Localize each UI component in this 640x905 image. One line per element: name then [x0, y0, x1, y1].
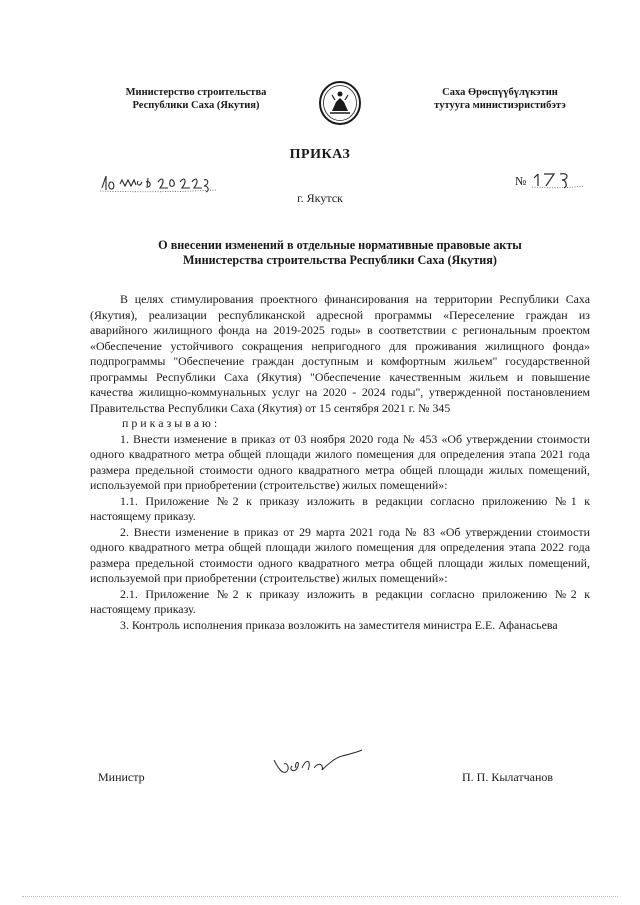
ministry-name-line1: Министерство строительства [125, 87, 267, 98]
order-word: приказываю: [122, 416, 221, 430]
city-label: г. Якутск [297, 191, 343, 205]
document-title [100, 238, 580, 268]
item-1-paragraph: 1. Внести изменение в приказ от 03 ноября 2020 года № 453 «Об утверждении стоимости одного квадратного метра общей площади жилого помещения для определения этапа 2021 года размера предельной стоимости одного квадратного метра общей площади жилых помещений, используемой при приобретении (строительстве) жилых помещений»: [90, 431, 590, 492]
signatory-position: Министр [98, 770, 145, 784]
order-number-label: № [515, 174, 527, 188]
document-title-line2: Министерства строительства Республики Саха (Якутия) [183, 253, 497, 267]
item-1-1-paragraph: 1.1. Приложение №2 к приказу изложить в редакции согласно приложению №1 к настоящему приказу. [90, 493, 590, 523]
ministry-name-yakut-line2: тутууга министиэристибэтэ [434, 100, 566, 111]
page-bottom-edge [22, 896, 618, 897]
coat-of-arms-icon [318, 80, 362, 126]
item-2-1-paragraph: 2.1. Приложение №2 к приказу изложить в редакции согласно приложению №2 к настоящему приказу. [90, 586, 590, 616]
item-2-paragraph: 2. Внести изменение в приказ от 29 марта 2021 года № 83 «Об утверждении стоимости одного квадратного метра общей площади жилого помещения для определения этапа 2022 года размера предельной стоимости одного квадратного метра общей площади жилых помещений, используемой при приобретении (строительстве) жилых помещений»: [90, 524, 590, 585]
ministry-name-line2: Республики Саха (Якутия) [132, 100, 260, 111]
handwritten-order-number [530, 168, 586, 192]
document-type: ПРИКАЗ [289, 147, 351, 162]
document-body [90, 292, 590, 633]
ministry-name-yakut [405, 86, 595, 112]
ministry-name-russian [96, 86, 296, 112]
preamble-paragraph: В целях стимулирования проектного финансирования на территории Республики Саха (Якутия), реализации республиканской адресной программы «Переселение граждан из аварийного жилищного фонда на 2019-2025 годы» в соответствии с региональным проектом «Обеспечение устойчивого сокращения непригодного для проживания жилищного фонда» подпрограммы "Обеспечение граждан доступным и комфортным жильем" государственной программы Республики Саха (Якутия) "Обеспечение качественным жильем и повышение качества жилищно-коммунальных услуг на 2020 - 2024 годы", утвержденной постановлением Правительства Республики Саха (Якутия) от 15 сентября 2021 г. № 345 [90, 292, 590, 415]
document-title-line1: О внесении изменений в отдельные нормативные правовые акты [158, 238, 522, 252]
signature-icon [268, 748, 364, 782]
ministry-name-yakut-line1: Саха Өрөспүүбүлүкэтин [442, 87, 558, 98]
signatory-name: П. П. Кылатчанов [462, 770, 554, 784]
item-3-paragraph: 3. Контроль исполнения приказа возложить на заместителя министра Е.Е. Афанасьева [120, 617, 558, 632]
